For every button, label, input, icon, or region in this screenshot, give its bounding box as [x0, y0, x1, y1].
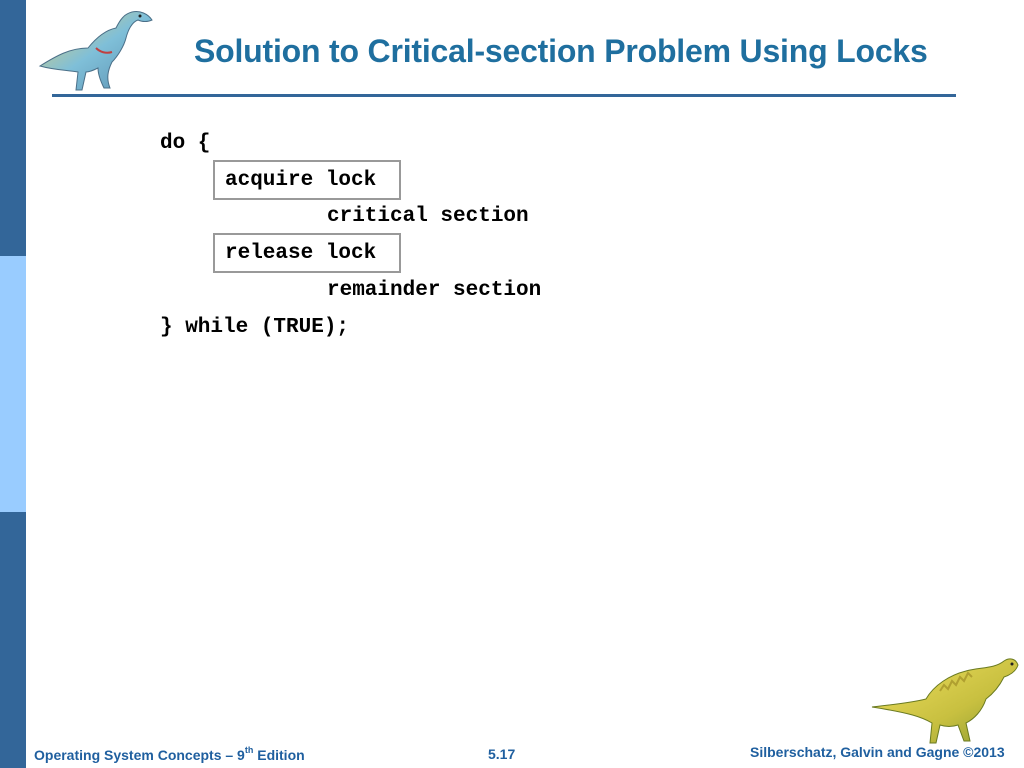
sidebar-band-middle	[0, 256, 26, 512]
code-remainder-section: remainder section	[327, 279, 542, 302]
code-line-do: do {	[160, 132, 211, 155]
footer-edition-suffix: Edition	[253, 747, 305, 763]
dinosaur-icon	[870, 655, 1020, 751]
footer-page-number: 5.17	[488, 746, 516, 762]
sidebar-band-bottom	[0, 512, 26, 768]
slide-title: Solution to Critical-section Problem Using Locks	[194, 33, 928, 69]
code-release-lock: release lock	[225, 242, 377, 265]
footer-copyright: Silberschatz, Galvin and Gagne ©2013	[750, 744, 1005, 760]
title-divider	[52, 94, 956, 97]
footer-book-title	[34, 747, 305, 763]
footer-edition-superscript: th	[244, 745, 254, 756]
footer-book-title-text: Operating System Concepts – 9	[34, 747, 245, 763]
code-acquire-lock: acquire lock	[225, 169, 377, 192]
sidebar-band-top	[0, 0, 26, 256]
release-lock-box	[213, 233, 401, 273]
dinosaur-icon	[36, 8, 158, 96]
code-critical-section: critical section	[327, 205, 529, 228]
code-line-while: } while (TRUE);	[160, 316, 350, 339]
acquire-lock-box	[213, 160, 401, 200]
